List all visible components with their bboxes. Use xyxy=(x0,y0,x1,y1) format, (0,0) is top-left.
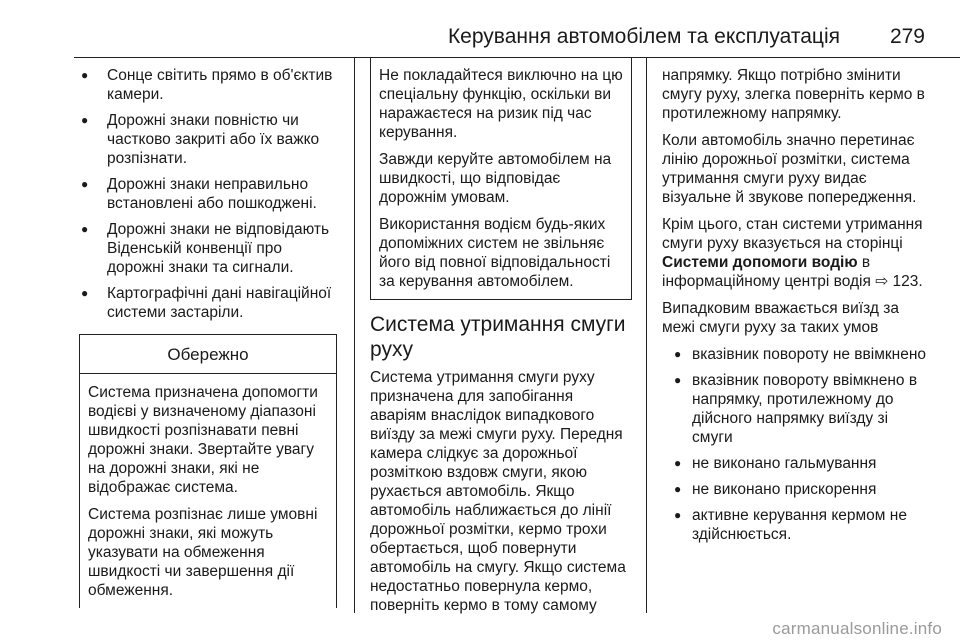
warning-paragraph: Завжди керуйте автомобілем на швидкості, що відповідає дорожнім умовам. xyxy=(379,151,612,206)
column-divider-2 xyxy=(646,58,647,613)
page-number: 279 xyxy=(889,25,925,48)
watermark: carmanualsonline.info xyxy=(772,619,942,638)
paragraph: напрямку. Якщо потрібно змінити смугу руху, злегка поверніть кермо в протилежному напрямку. xyxy=(662,67,925,122)
list-item: ● не виконано гальмування xyxy=(662,454,928,473)
column-3 xyxy=(662,66,928,551)
list-item: ● Дорожні знаки не відповідають Віденській конвенції про дорожні знаки та сигнали. xyxy=(79,220,337,277)
warning-body xyxy=(371,58,631,299)
warning-box xyxy=(79,334,337,608)
list-item: ● Картографічні дані навігаційної системи застаріли. xyxy=(79,284,337,322)
paragraph: Випадковим вважається виїзд за межі смуги руху за таких умов xyxy=(662,300,899,336)
section-text: Система утримання смуги руху призначена для запобігання аваріям внаслідок випадкового виїзду за межі смуги руху. Передня камера слідкує за дорожньої розміткою вздовж смуги, якою рухається автомобіль. Якщо автомобіль наближається до лінії дорожньої розмітки, кермо трохи обертається, щоб повернути автомобіль на смугу. Якщо система недостатньо повернула кермо, поверніть кермо в тому самому xyxy=(370,369,626,614)
list-item: ● вказівник повороту ввімкнено в напрямку, протилежному до дійсного напрямку виїзду зі смуги xyxy=(662,371,928,447)
list-item: ● Сонце світить прямо в об'єктив камери. xyxy=(79,66,337,104)
warning-heading: Обережно xyxy=(80,335,336,374)
list-item: ● Дорожні знаки повністю чи частково закриті або їх важко розпізнати. xyxy=(79,111,337,168)
warning-paragraph: Використання водієм будь-яких допоміжних систем не звільняє його від повної відповідальності за керування автомобілем. xyxy=(379,216,611,290)
conditions-list xyxy=(79,66,337,322)
list-item: ● не виконано прискорення xyxy=(662,480,928,499)
list-item: ● активне керування кермом не здійснюється. xyxy=(662,506,928,544)
menu-reference: Системи допомоги водію xyxy=(662,254,858,271)
page-title: Керування автомобілем та експлуатація xyxy=(447,25,840,48)
warning-paragraph: Система призначена допомогти водієві у визначеному діапазоні швидкості розпізнавати певні дорожні знаки. Звертайте увагу на дорожні знаки, які не відображає система. xyxy=(88,384,318,496)
list-item: ● Дорожні знаки неправильно встановлені або пошкоджені. xyxy=(79,175,337,213)
paragraph-text: Крім цього, стан системи утримання смуги руху вказується на сторінці xyxy=(662,216,923,252)
column-divider-1 xyxy=(354,58,355,613)
warning-body xyxy=(80,374,336,608)
warning-paragraph: Система розпізнає лише умовні дорожні знаки, які можуть указувати на обмеження швидкості чи завершення дії обмеження. xyxy=(88,506,318,599)
warning-box-continued xyxy=(370,58,632,300)
list-item: ● вказівник повороту не ввімкнено xyxy=(662,345,928,364)
conditions-list xyxy=(662,345,928,544)
paragraph xyxy=(662,215,928,291)
column-2 xyxy=(370,58,632,623)
paragraph: Коли автомобіль значно перетинає лінію дорожньої розмітки, система утримання смуги руху видає візуальне й звукове попередження. xyxy=(662,132,917,206)
page-reference: в інформаційному центрі водія ⇨ 123. xyxy=(662,254,923,290)
section-title: Система утримання смуги руху xyxy=(370,313,626,361)
warning-paragraph: Не покладайтеся виключно на цю спеціальну функцію, оскільки ви наражаєтеся на ризик під час керування. xyxy=(379,67,623,141)
column-1 xyxy=(79,66,337,608)
